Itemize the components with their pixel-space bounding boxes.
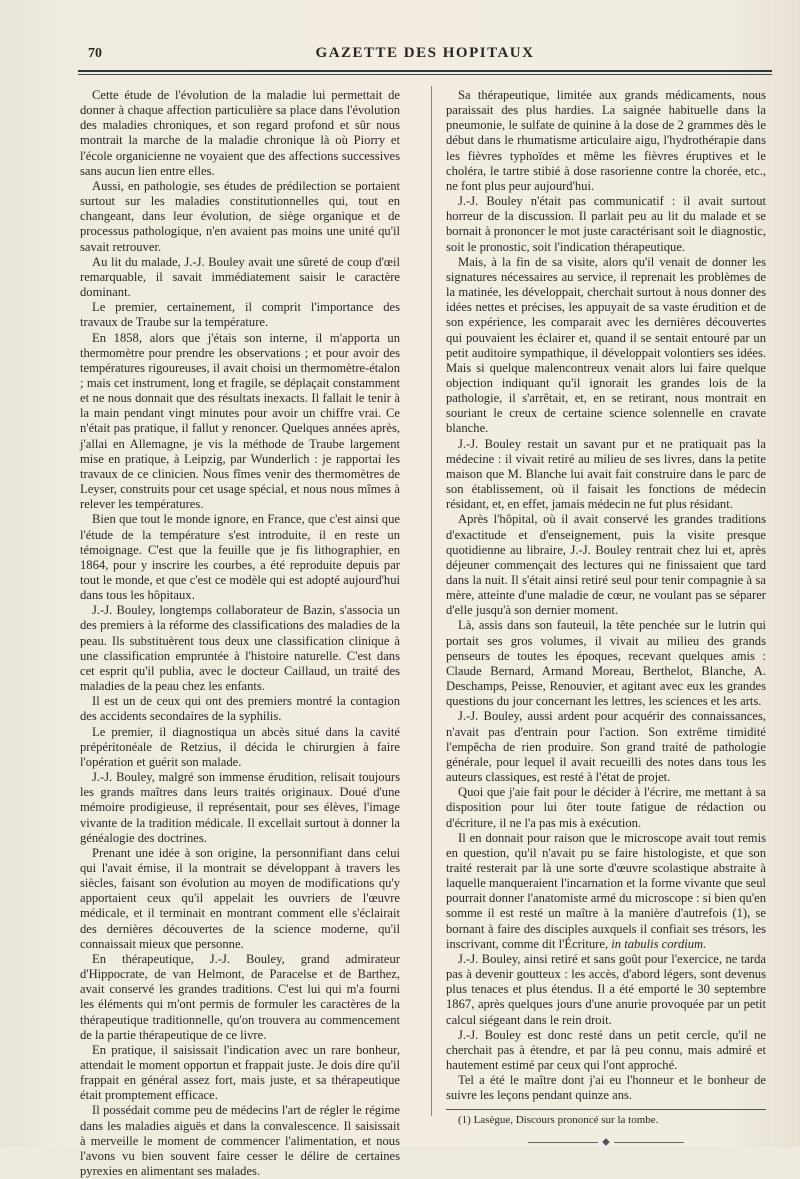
paragraph: J.-J. Bouley restait un savant pur et ne pratiquait pas la médecine : il vivait retiré au milieu de ses livres, dans la petite maison que M. Blanche lui avait fait construire dans le parc de son établissement, où il faisait les fonctions de médecin résidant, et, en effet, jamais médecin ne fut plus résidant. [446,436,766,512]
paragraph: Après l'hôpital, où il avait conservé les grandes traditions d'exactitude et d'enseignement, puis la visite presque quotidienne au libraire, J.-J. Bouley rentrait chez lui et, après déjeuner commençait des lectures qui ne finissaient que tard dans la nuit. Il s'était ainsi retiré seul pour tenir compagnie à sa mère, atteinte d'une maladie de cœur, ne voulant pas se séparer d'elle jusqu'à son dernier moment. [446,512,766,618]
footnote-rule [446,1109,766,1110]
paragraph-text: Il en donnait pour raison que le microscope avait tout remis en question, qu'il n'avait pu se faire histologiste, et que son traité resterait par là une sorte d'œuvre scolastique abstraite à laquelle manqueraient l'incarnation et la forme vivante que seul pourrait donner l'anatomiste armé du microscope : si bien qu'en somme il est resté un maître à la manière d'autrefois (1), se bornant à faire des disciples auxquels il confiait ses trésors, les inscrivant, comme dit l'Écriture, [446,830,766,951]
paragraph: Bien que tout le monde ignore, en France, que c'est ainsi que l'étude de la température s'est introduite, il en reste un témoignage. C'est que la feuille que je fis lithographier, en 1864, pour y inscrire les courbes, a été reproduite depuis par tout le monde, et que c'est ce modèle qui est adopté aujourd'hui dans tous les hôpitaux. [80,512,400,603]
ornament-line [528,1142,598,1143]
header-rule-thin [78,74,772,75]
paragraph: Prenant une idée à son origine, la personnifiant dans celui qui l'avait émise, il la montrait se développant à travers les siècles, faisant son évolution au moyen de modifications qu'y apportaient ceux qu'il appelait les ouvriers de l'œuvre médicale, et il terminait en montrant comment elle s'éclairait des dernières découvertes de la science moderne, qu'il connaissait mieux que personne. [80,845,400,951]
page-header [78,44,772,66]
paragraph [446,831,766,952]
journal-title: GAZETTE DES HOPITAUX [315,45,535,61]
latin-quote: in tabulis cordium. [611,936,707,951]
paragraph: Au lit du malade, J.-J. Bouley avait une sûreté de coup d'œil remarquable, il savait immédiatement saisir le caractère dominant. [80,254,400,300]
paragraph: Mais, à la fin de sa visite, alors qu'il venait de donner les signatures nécessaires au service, il reprenait les problèmes de la matinée, les développait, cherchait surtout à nous donner des idées nettes et précises, les appuyait de sa vaste érudition et de son expérience, les comparait avec les dernières découvertes qui pouvaient les éclairer et, quand il se sentait entouré par un petit auditoire sympathique, il développait volontiers ses idées. Mais si quelque malencontreux venait alors lui faire quelque objection indiquant qu'il ignorait les grandes lois de la pathologie, il s'arrêtait, et, en se retirant, nous montrait en souriant le creux de certaine science solennelle en cravate blanche. [446,254,766,436]
column-divider [431,86,432,1116]
paragraph: Là, assis dans son fauteuil, la tête penchée sur le lutrin qui portait ses gros volumes, il vivait au milieu des grands penseurs de toutes les époques, recevant quelques amis : Claude Bernard, Armand Moreau, Berthelot, Blanche, A. Deschamps, Peisse, Renouvier, et agitant avec eux les grandes questions du jour concernant les lettres, les sciences et les arts. [446,618,766,709]
paragraph: Sa thérapeutique, limitée aux grands médicaments, nous paraissait des plus hardies. La saignée habituelle dans la pneumonie, le sulfate de quinine à la dose de 2 grammes dès le début dans le rhumatisme articulaire aigu, l'hydrothérapie dans les fièvres typhoïdes et même les fièvres éruptives et le choléra, le tartre stibié à dose rasorienne contre la chorée, etc., ne font plus peur aujourd'hui. [446,88,766,193]
paragraph: En pratique, il saisissait l'indication avec un rare bonheur, attendait le moment opportun et frappait juste. Je dois dire qu'il frappait en général assez fort, mais juste, et sa thérapeutique était promptement efficace. [80,1042,400,1103]
paragraph: J.-J. Bouley n'était pas communicatif : il avait surtout horreur de la discussion. Il parlait peu au lit du malade et se bornait à prononcer le mot juste caractérisant soit le diagnostic, soit le pronostic, soit l'indication thérapeutique. [446,194,766,254]
header-rule-thick [78,70,772,72]
end-ornament [446,1135,766,1150]
paragraph: Cette étude de l'évolution de la maladie lui permettait de donner à chaque affection particulière sa place dans l'évolution des maladies chroniques, et son regard profond et sûr nous montrait la marche de la maladie chronique là où Piorry et l'école organicienne ne voyaient que des affections successives sans aucun lien entre elles. [80,88,400,178]
paragraph: Quoi que j'aie fait pour le décider à l'écrire, me mettant à sa disposition pour lui ôter toute fatigue de rédaction ou d'écriture, il ne l'a pas mis à exécution. [446,785,766,830]
paragraph: Il est un de ceux qui ont des premiers montré la contagion des accidents secondaires de la syphilis. [80,694,400,724]
ornament-diamond-icon: ⬥ [602,1136,610,1149]
footnote: (1) Lasègue, Discours prononcé sur la tombe. [458,1114,659,1127]
paragraph: J.-J. Bouley, ainsi retiré et sans goût pour l'exercice, ne tarda pas à devenir goutteux : les accès, d'abord légers, sont devenus plus tenaces et plus étendus. Il a été emporté le 30 septembre 1867, après quelques jours d'une anurie provoquée par un petit calcul siégeant dans le rein droit. [446,951,766,1027]
ornament-line [614,1142,684,1143]
paragraph: J.-J. Bouley est donc resté dans un petit cercle, qu'il ne cherchait pas à étendre, et par là peu connu, mais admiré et hautement estimé par ceux qui l'ont approché. [446,1027,766,1072]
paragraph: Le premier, certainement, il comprit l'importance des travaux de Traube sur la température. [80,300,400,330]
paragraph: J.-J. Bouley, longtemps collaborateur de Bazin, s'associa un des premiers à la réforme des classifications des maladies de la peau. Ils substituèrent tous deux une classification clinique à une classification empruntée à l'histoire naturelle. C'est dans cet esprit qu'il publia, avec le docteur Caillaud, un traité des maladies de la peau chez les enfants. [80,603,400,694]
paragraph: J.-J. Bouley, aussi ardent pour acquérir des connaissances, n'avait pas d'entrain pour l'action. Son extrême timidité l'empêcha de rien produire. Son grand traité de pathologie générale, pour lequel il avait recueilli des notes dans tous les auteurs classiques, est resté à l'état de projet. [446,709,766,785]
paragraph: Aussi, en pathologie, ses études de prédilection se portaient surtout sur les maladies constitutionnelles qui, tout en changeant, dans leur évolution, de siège organique et de processus pathologique, n'en avaient pas moins une unité qu'il savait retrouver. [80,178,400,254]
right-column [446,88,766,1151]
paragraph: J.-J. Bouley, malgré son immense érudition, relisait toujours les grands maîtres dans leurs traités originaux. Doué d'une mémoire prodigieuse, il représentait, pour ses élèves, l'image vivante de la tradition médicale. Il excellait surtout à donner la généalogie des doctrines. [80,770,400,845]
page-number: 70 [88,46,102,61]
paragraph: En 1858, alors que j'étais son interne, il m'apporta un thermomètre pour prendre les observations ; et pour avoir des températures rigoureuses, il avait choisi un thermomètre-étalon ; mais cet instrument, long et fragile, se déplaçait constamment et ne nous donnait que des résultats inexacts. Il fallait le tenir à la main pendant vingt minutes pour avoir un chiffre vrai. Ce n'était pas pratique, il fallut y renoncer. Quelques années après, j'allai en Allemagne, je vis la méthode de Traube largement mise en pratique, à Leipzig, par Wunderlich : je rapportai les travaux de ce clinicien. Nous fîmes venir des thermomètres de Leyser, construits pour cet usage spécial, et nous nous mîmes à relever les températures. [80,330,400,512]
paragraph: Le premier, il diagnostiqua un abcès situé dans la cavité prépéritonéale de Retzius, il décida le chirurgien à faire l'opération et guérit son malade. [80,724,400,769]
left-column [80,88,400,1179]
paragraph: Tel a été le maître dont j'ai eu l'honneur et le bonheur de suivre les leçons pendant quinze ans. [446,1073,766,1103]
paragraph: Il possédait comme peu de médecins l'art de régler le régime dans les maladies aiguës et dans la convalescence. Il saisissait à merveille le moment de commencer l'alimentation, et nous l'avons vu bien souvent faire cesser le délire de certaines pyrexies en alimentant ses malades. [80,1103,400,1179]
paragraph: En thérapeutique, J.-J. Bouley, grand admirateur d'Hippocrate, de van Helmont, de Paracelse et de Barthez, avait conservé les grandes traditions. C'est lui qui m'a fourni les éléments qui m'ont permis de formuler les caractères de la thérapeutique traditionnelle, qu'on trouvera au commencement de la partie thérapeutique de ce livre. [80,951,400,1042]
